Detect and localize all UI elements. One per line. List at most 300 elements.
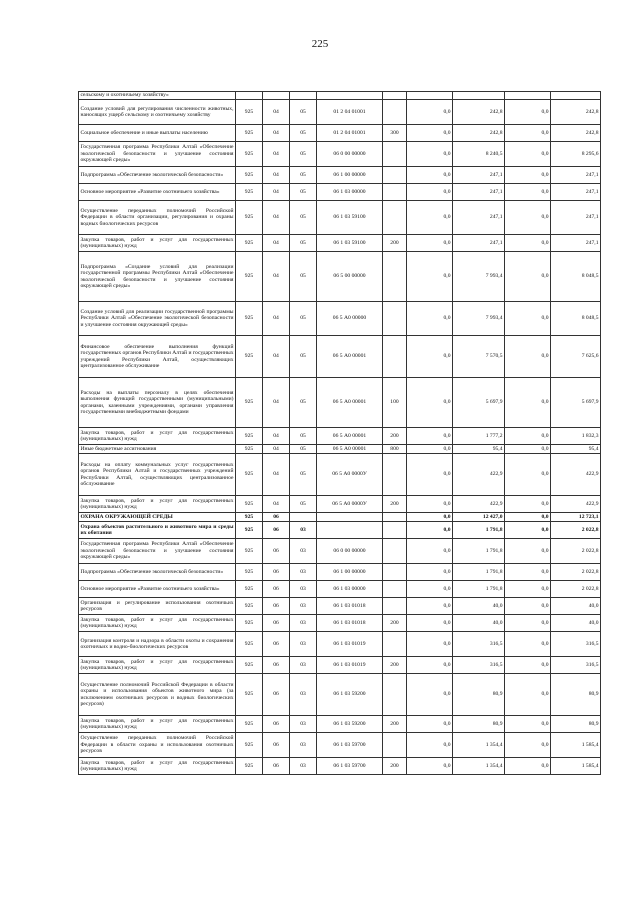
admin-code-cell: 925 — [236, 581, 263, 598]
change-2021-cell: 0,0 — [505, 733, 551, 758]
change-2020-cell: 0,0 — [407, 184, 453, 201]
subsection-code-cell: 05 — [290, 378, 317, 428]
change-2021-cell: 0,0 — [505, 522, 551, 539]
subsection-code-cell: 03 — [290, 539, 317, 564]
change-2020-cell: 0,0 — [407, 581, 453, 598]
row-name-cell: Охрана объектов растительного и животного мира и среды их обитания — [79, 522, 236, 539]
amount-2020-cell: 247,1 — [453, 184, 505, 201]
target-article-cell — [317, 522, 383, 539]
target-article-cell: 06 0 00 00000 — [317, 142, 383, 167]
section-code-cell: 06 — [263, 716, 290, 733]
subsection-code-cell: 03 — [290, 716, 317, 733]
section-code-cell: 06 — [263, 598, 290, 615]
row-name-cell: Закупка товаров, работ и услуг для государственных (муниципальных) нужд — [79, 657, 236, 674]
target-article-cell: 06 1 00 00000 — [317, 167, 383, 184]
change-2020-cell: 0,0 — [407, 252, 453, 302]
amount-2021-cell: 422,9 — [551, 454, 601, 496]
row-name-cell: Подпрограмма «Обеспечение экологической безопасности» — [79, 167, 236, 184]
target-article-cell: 06 1 03 59200 — [317, 674, 383, 716]
target-article-cell: 06 1 03 59100 — [317, 201, 383, 235]
target-article-cell: 06 1 03 59700 — [317, 733, 383, 758]
section-code-cell: 04 — [263, 336, 290, 378]
subsection-code-cell: 05 — [290, 252, 317, 302]
change-2020-cell: 0,0 — [407, 454, 453, 496]
expense-type-cell: 200 — [383, 758, 407, 775]
section-code-cell: 06 — [263, 564, 290, 581]
table-row — [79, 125, 601, 142]
subsection-code-cell: 03 — [290, 674, 317, 716]
amount-2020-cell: 1 791,8 — [453, 564, 505, 581]
change-2021-cell: 0,0 — [505, 674, 551, 716]
section-code-cell: 04 — [263, 201, 290, 235]
amount-2020-cell: 1 354,4 — [453, 758, 505, 775]
target-article-cell — [317, 513, 383, 522]
change-2021-cell: 0,0 — [505, 496, 551, 513]
change-2021-cell: 0,0 — [505, 378, 551, 428]
amount-2021-cell: 1 585,4 — [551, 758, 601, 775]
row-name-cell: Государственная программа Республики Алтай «Обеспечение экологической безопасности и улучшение состояния окружающей среды» — [79, 142, 236, 167]
admin-code-cell: 925 — [236, 539, 263, 564]
subsection-code-cell: 05 — [290, 302, 317, 336]
subsection-code-cell: 03 — [290, 632, 317, 657]
table-row — [79, 235, 601, 252]
amount-2020-cell: 422,9 — [453, 454, 505, 496]
expense-type-cell: 200 — [383, 496, 407, 513]
change-2020-cell: 0,0 — [407, 378, 453, 428]
change-2021-cell: 0,0 — [505, 758, 551, 775]
change-2021-cell: 0,0 — [505, 100, 551, 125]
amount-2020-cell: 1 777,2 — [453, 428, 505, 445]
target-article-cell: 06 1 03 59700 — [317, 758, 383, 775]
amount-2020-cell: 95,4 — [453, 445, 505, 454]
row-name-cell: Иные бюджетные ассигнования — [79, 445, 236, 454]
admin-code-cell: 925 — [236, 522, 263, 539]
change-2021-cell: 0,0 — [505, 564, 551, 581]
expense-type-cell: 300 — [383, 125, 407, 142]
amount-2020-cell: 1 791,8 — [453, 539, 505, 564]
expense-type-cell — [383, 513, 407, 522]
admin-code-cell: 925 — [236, 235, 263, 252]
target-article-cell: 06 1 03 01018 — [317, 615, 383, 632]
table-row — [79, 445, 601, 454]
expense-type-cell: 200 — [383, 428, 407, 445]
amount-2021-cell: 247,1 — [551, 201, 601, 235]
admin-code-cell: 925 — [236, 513, 263, 522]
subsection-code-cell: 03 — [290, 598, 317, 615]
amount-2021-cell: 247,1 — [551, 184, 601, 201]
amount-2020-cell: 1 791,8 — [453, 522, 505, 539]
amount-2021-cell: 316,5 — [551, 632, 601, 657]
amount-2020-cell: 7 570,5 — [453, 336, 505, 378]
change-2020-cell: 0,0 — [407, 235, 453, 252]
subsection-code-cell: 05 — [290, 167, 317, 184]
admin-code-cell: 925 — [236, 716, 263, 733]
target-article-cell: 06 5 А0 0000У — [317, 496, 383, 513]
change-2021-cell: 0,0 — [505, 615, 551, 632]
admin-code-cell: 925 — [236, 336, 263, 378]
change-2020-cell: 0,0 — [407, 674, 453, 716]
table-row — [79, 100, 601, 125]
amount-2020-cell: 242,8 — [453, 100, 505, 125]
change-2020-cell: 0,0 — [407, 445, 453, 454]
admin-code-cell: 925 — [236, 142, 263, 167]
change-2021-cell: 0,0 — [505, 302, 551, 336]
table-row — [79, 522, 601, 539]
change-2021-cell: 0,0 — [505, 235, 551, 252]
row-name-cell: Расходы на выплаты персоналу в целях обеспечения выполнения функций государственными (муниципальными) органами, казенными учреждениями, органами управления государственными внебюджетными фондами — [79, 378, 236, 428]
change-2020-cell: 0,0 — [407, 522, 453, 539]
row-name-cell: Осуществление переданных полномочий Российской Федерации в области организации, регулирования и охраны водных биологических ресурсов — [79, 201, 236, 235]
amount-2020-cell: 80,9 — [453, 716, 505, 733]
table-row — [79, 378, 601, 428]
row-name-cell: Создание условий для реализации государственной программы Республики Алтай «Обеспечение экологической безопасности и улучшение состояния окружающей среды» — [79, 302, 236, 336]
section-code-cell: 04 — [263, 167, 290, 184]
change-2020-cell: 0,0 — [407, 758, 453, 775]
amount-2021-cell: 7 625,6 — [551, 336, 601, 378]
amount-2021-cell: 12 723,1 — [551, 513, 601, 522]
amount-2020-cell — [453, 92, 505, 100]
table-row — [79, 92, 601, 100]
row-name-cell: Расходы на оплату коммунальных услуг государственных органов Республики Алтай и государственных учреждений Республики Алтай, осуществляющих централизованное обслуживание — [79, 454, 236, 496]
change-2020-cell: 0,0 — [407, 657, 453, 674]
subsection-code-cell: 05 — [290, 201, 317, 235]
section-code-cell: 04 — [263, 378, 290, 428]
amount-2021-cell: 1 832,3 — [551, 428, 601, 445]
table-row — [79, 496, 601, 513]
subsection-code-cell: 05 — [290, 496, 317, 513]
expense-type-cell: 100 — [383, 378, 407, 428]
table-row — [79, 598, 601, 615]
section-code-cell: 06 — [263, 522, 290, 539]
expense-type-cell — [383, 184, 407, 201]
row-name-cell: Закупка товаров, работ и услуг для государственных (муниципальных) нужд — [79, 615, 236, 632]
row-name-cell: Закупка товаров, работ и услуг для государственных (муниципальных) нужд — [79, 428, 236, 445]
section-code-cell: 06 — [263, 733, 290, 758]
expense-type-cell: 200 — [383, 235, 407, 252]
change-2020-cell: 0,0 — [407, 539, 453, 564]
amount-2021-cell — [551, 92, 601, 100]
amount-2020-cell: 316,5 — [453, 632, 505, 657]
change-2021-cell: 0,0 — [505, 167, 551, 184]
change-2021-cell: 0,0 — [505, 513, 551, 522]
change-2020-cell: 0,0 — [407, 598, 453, 615]
target-article-cell: 06 5 00 00000 — [317, 252, 383, 302]
expense-type-cell — [383, 336, 407, 378]
admin-code-cell: 925 — [236, 100, 263, 125]
expense-type-cell — [383, 581, 407, 598]
change-2020-cell: 0,0 — [407, 733, 453, 758]
amount-2021-cell: 40,0 — [551, 615, 601, 632]
section-code-cell: 04 — [263, 142, 290, 167]
section-code-cell: 04 — [263, 252, 290, 302]
subsection-code-cell: 03 — [290, 581, 317, 598]
section-code-cell: 04 — [263, 496, 290, 513]
row-name-cell: Закупка товаров, работ и услуг для государственных (муниципальных) нужд — [79, 235, 236, 252]
change-2021-cell: 0,0 — [505, 454, 551, 496]
subsection-code-cell: 05 — [290, 235, 317, 252]
target-article-cell: 06 1 03 01019 — [317, 632, 383, 657]
target-article-cell: 06 5 А0 00001 — [317, 428, 383, 445]
target-article-cell: 06 1 03 59200 — [317, 716, 383, 733]
target-article-cell: 06 5 А0 00001 — [317, 336, 383, 378]
change-2021-cell: 0,0 — [505, 445, 551, 454]
table-row — [79, 733, 601, 758]
expense-type-cell: 200 — [383, 615, 407, 632]
table-row — [79, 201, 601, 235]
subsection-code-cell — [290, 92, 317, 100]
admin-code-cell: 925 — [236, 674, 263, 716]
amount-2021-cell: 8 048,5 — [551, 302, 601, 336]
expense-type-cell — [383, 733, 407, 758]
change-2020-cell: 0,0 — [407, 100, 453, 125]
change-2020-cell: 0,0 — [407, 716, 453, 733]
subsection-code-cell: 05 — [290, 125, 317, 142]
amount-2020-cell: 247,1 — [453, 235, 505, 252]
table-row — [79, 336, 601, 378]
admin-code-cell: 925 — [236, 615, 263, 632]
target-article-cell: 06 1 03 01019 — [317, 657, 383, 674]
amount-2021-cell: 95,4 — [551, 445, 601, 454]
subsection-code-cell: 05 — [290, 336, 317, 378]
subsection-code-cell: 03 — [290, 615, 317, 632]
expense-type-cell: 200 — [383, 716, 407, 733]
amount-2021-cell: 5 697,9 — [551, 378, 601, 428]
subsection-code-cell: 05 — [290, 184, 317, 201]
subsection-code-cell: 03 — [290, 564, 317, 581]
section-code-cell: 06 — [263, 632, 290, 657]
expense-type-cell: 800 — [383, 445, 407, 454]
expense-type-cell — [383, 252, 407, 302]
table-row — [79, 581, 601, 598]
subsection-code-cell: 05 — [290, 100, 317, 125]
page-number: 225 — [311, 38, 329, 50]
change-2020-cell: 0,0 — [407, 336, 453, 378]
target-article-cell: 01 2 04 01001 — [317, 100, 383, 125]
amount-2021-cell: 8 048,5 — [551, 252, 601, 302]
change-2020-cell: 0,0 — [407, 428, 453, 445]
amount-2021-cell: 8 295,6 — [551, 142, 601, 167]
row-name-cell: Закупка товаров, работ и услуг для государственных (муниципальных) нужд — [79, 758, 236, 775]
section-code-cell: 06 — [263, 581, 290, 598]
admin-code-cell: 925 — [236, 632, 263, 657]
admin-code-cell: 925 — [236, 125, 263, 142]
subsection-code-cell: 05 — [290, 454, 317, 496]
admin-code-cell: 925 — [236, 564, 263, 581]
target-article-cell: 06 1 03 01018 — [317, 598, 383, 615]
table-row — [79, 615, 601, 632]
section-code-cell — [263, 92, 290, 100]
table-row — [79, 513, 601, 522]
target-article-cell: 01 2 04 01001 — [317, 125, 383, 142]
change-2021-cell: 0,0 — [505, 142, 551, 167]
admin-code-cell: 925 — [236, 758, 263, 775]
amount-2021-cell: 2 022,8 — [551, 564, 601, 581]
amount-2021-cell: 242,8 — [551, 100, 601, 125]
amount-2021-cell: 316,5 — [551, 657, 601, 674]
table-row — [79, 167, 601, 184]
expense-type-cell — [383, 539, 407, 564]
expense-type-cell — [383, 522, 407, 539]
target-article-cell: 06 1 00 00000 — [317, 564, 383, 581]
subsection-code-cell: 03 — [290, 657, 317, 674]
admin-code-cell: 925 — [236, 454, 263, 496]
change-2021-cell: 0,0 — [505, 125, 551, 142]
target-article-cell: 06 1 03 00000 — [317, 184, 383, 201]
row-name-cell: Организация контроля и надзора в области охоты и сохранения охотничьих и водно-биологических ресурсов — [79, 632, 236, 657]
change-2020-cell: 0,0 — [407, 632, 453, 657]
change-2021-cell: 0,0 — [505, 201, 551, 235]
table-row — [79, 252, 601, 302]
amount-2021-cell: 80,9 — [551, 716, 601, 733]
expense-type-cell — [383, 564, 407, 581]
row-name-cell: сельскому и охотничьему хозяйству» — [79, 92, 236, 100]
admin-code-cell: 925 — [236, 445, 263, 454]
subsection-code-cell: 05 — [290, 142, 317, 167]
amount-2020-cell: 8 240,5 — [453, 142, 505, 167]
amount-2021-cell: 2 022,8 — [551, 581, 601, 598]
budget-table — [78, 91, 601, 775]
amount-2021-cell: 242,8 — [551, 125, 601, 142]
admin-code-cell: 925 — [236, 657, 263, 674]
section-code-cell: 04 — [263, 100, 290, 125]
section-code-cell: 04 — [263, 302, 290, 336]
amount-2021-cell: 2 022,8 — [551, 522, 601, 539]
change-2021-cell: 0,0 — [505, 598, 551, 615]
amount-2020-cell: 422,9 — [453, 496, 505, 513]
change-2021-cell: 0,0 — [505, 336, 551, 378]
target-article-cell: 06 1 03 59100 — [317, 235, 383, 252]
expense-type-cell — [383, 100, 407, 125]
expense-type-cell — [383, 632, 407, 657]
amount-2020-cell: 40,0 — [453, 598, 505, 615]
section-code-cell: 04 — [263, 184, 290, 201]
table-row — [79, 184, 601, 201]
section-code-cell: 06 — [263, 513, 290, 522]
table-row — [79, 302, 601, 336]
table-row — [79, 716, 601, 733]
section-code-cell: 04 — [263, 445, 290, 454]
amount-2020-cell: 247,1 — [453, 201, 505, 235]
target-article-cell: 06 5 А0 0000У — [317, 454, 383, 496]
amount-2020-cell: 242,8 — [453, 125, 505, 142]
row-name-cell: Осуществление переданных полномочий Российской Федерации в области охраны и использования охотничьих ресурсов — [79, 733, 236, 758]
change-2020-cell: 0,0 — [407, 125, 453, 142]
amount-2020-cell: 80,9 — [453, 674, 505, 716]
amount-2020-cell: 1 354,4 — [453, 733, 505, 758]
amount-2021-cell: 80,9 — [551, 674, 601, 716]
change-2020-cell: 0,0 — [407, 142, 453, 167]
section-code-cell: 04 — [263, 454, 290, 496]
section-code-cell: 06 — [263, 674, 290, 716]
amount-2020-cell: 40,0 — [453, 615, 505, 632]
subsection-code-cell: 03 — [290, 733, 317, 758]
section-code-cell: 04 — [263, 125, 290, 142]
section-code-cell: 06 — [263, 758, 290, 775]
amount-2021-cell: 1 585,4 — [551, 733, 601, 758]
change-2021-cell: 0,0 — [505, 657, 551, 674]
change-2021-cell: 0,0 — [505, 581, 551, 598]
subsection-code-cell — [290, 513, 317, 522]
change-2021-cell — [505, 92, 551, 100]
section-code-cell: 04 — [263, 235, 290, 252]
admin-code-cell: 925 — [236, 302, 263, 336]
change-2020-cell: 0,0 — [407, 302, 453, 336]
table-row — [79, 564, 601, 581]
expense-type-cell — [383, 142, 407, 167]
amount-2020-cell: 5 697,9 — [453, 378, 505, 428]
admin-code-cell — [236, 92, 263, 100]
table-row — [79, 539, 601, 564]
admin-code-cell: 925 — [236, 167, 263, 184]
row-name-cell: ОХРАНА ОКРУЖАЮЩЕЙ СРЕДЫ — [79, 513, 236, 522]
section-code-cell: 06 — [263, 615, 290, 632]
admin-code-cell: 925 — [236, 428, 263, 445]
section-code-cell: 06 — [263, 657, 290, 674]
expense-type-cell — [383, 201, 407, 235]
change-2021-cell: 0,0 — [505, 539, 551, 564]
expense-type-cell — [383, 598, 407, 615]
change-2021-cell: 0,0 — [505, 184, 551, 201]
row-name-cell: Основное мероприятие «Развитие охотничьего хозяйства» — [79, 184, 236, 201]
subsection-code-cell: 05 — [290, 428, 317, 445]
amount-2021-cell: 2 022,8 — [551, 539, 601, 564]
expense-type-cell — [383, 167, 407, 184]
target-article-cell: 06 5 А0 00001 — [317, 378, 383, 428]
amount-2021-cell: 422,9 — [551, 496, 601, 513]
admin-code-cell: 925 — [236, 733, 263, 758]
expense-type-cell — [383, 92, 407, 100]
section-code-cell: 06 — [263, 539, 290, 564]
table-row — [79, 674, 601, 716]
table-row — [79, 657, 601, 674]
row-name-cell: Финансовое обеспечение выполнения функций государственных органов Республики Алтай и государственных учреждений Республики Алтай, осуществляющих централизованное обслуживание — [79, 336, 236, 378]
admin-code-cell: 925 — [236, 378, 263, 428]
change-2021-cell: 0,0 — [505, 716, 551, 733]
row-name-cell: Подпрограмма «Создание условий для реализации государственной программы Республики Алтай «Обеспечение экологической безопасности и улучшение состояния окружающей среды» — [79, 252, 236, 302]
table-row — [79, 428, 601, 445]
row-name-cell: Основное мероприятие «Развитие охотничьего хозяйства» — [79, 581, 236, 598]
section-code-cell: 04 — [263, 428, 290, 445]
expense-type-cell — [383, 302, 407, 336]
row-name-cell: Осуществление полномочий Российской Федерации в области охраны и использования объектов животного мира (за исключением охотничьих ресурсов и водных биологических ресурсов) — [79, 674, 236, 716]
target-article-cell — [317, 92, 383, 100]
admin-code-cell: 925 — [236, 252, 263, 302]
amount-2020-cell: 1 791,8 — [453, 581, 505, 598]
change-2021-cell: 0,0 — [505, 428, 551, 445]
amount-2020-cell: 7 993,4 — [453, 302, 505, 336]
change-2020-cell: 0,0 — [407, 201, 453, 235]
amount-2020-cell: 316,5 — [453, 657, 505, 674]
table-row — [79, 454, 601, 496]
row-name-cell: Закупка товаров, работ и услуг для государственных (муниципальных) нужд — [79, 716, 236, 733]
change-2021-cell: 0,0 — [505, 252, 551, 302]
change-2020-cell: 0,0 — [407, 167, 453, 184]
change-2020-cell: 0,0 — [407, 496, 453, 513]
table-row — [79, 758, 601, 775]
row-name-cell: Подпрограмма «Обеспечение экологической безопасности» — [79, 564, 236, 581]
amount-2021-cell: 247,1 — [551, 167, 601, 184]
admin-code-cell: 925 — [236, 598, 263, 615]
target-article-cell: 06 5 А0 00001 — [317, 445, 383, 454]
amount-2020-cell: 247,1 — [453, 167, 505, 184]
table-row — [79, 142, 601, 167]
row-name-cell: Организация и регулирование использования охотничьих ресурсов — [79, 598, 236, 615]
expense-type-cell — [383, 454, 407, 496]
subsection-code-cell: 03 — [290, 758, 317, 775]
admin-code-cell: 925 — [236, 184, 263, 201]
row-name-cell: Государственная программа Республики Алтай «Обеспечение экологической безопасности и улучшение состояния окружающей среды» — [79, 539, 236, 564]
amount-2021-cell: 247,1 — [551, 235, 601, 252]
